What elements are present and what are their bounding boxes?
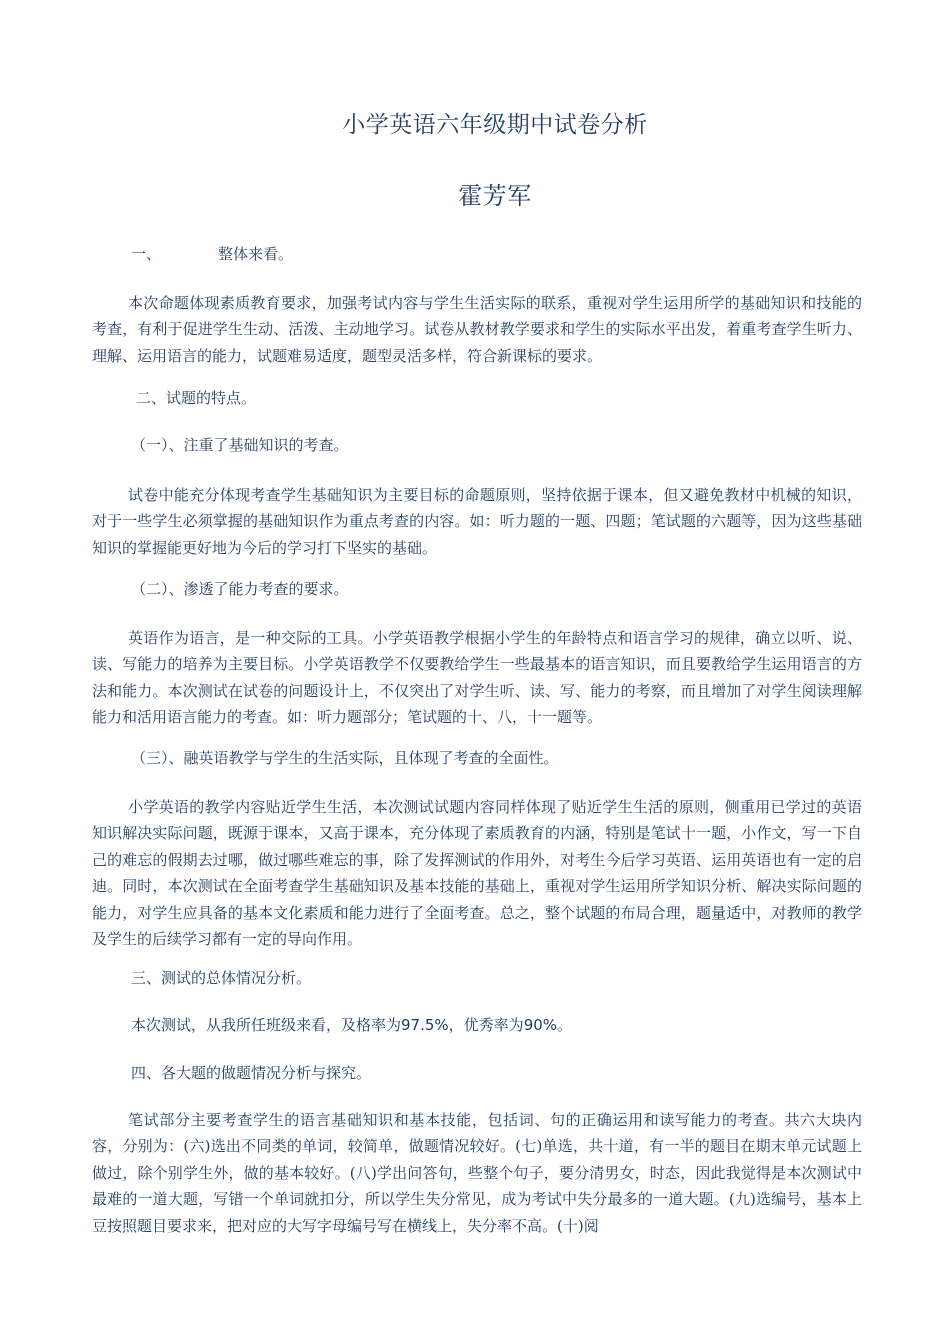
excellent-rate-value: 90% xyxy=(523,1016,558,1034)
pass-rate-value: 97.5% xyxy=(401,1016,449,1034)
section3-stats-line xyxy=(131,1015,572,1035)
section2-sub1-heading: （一）、注重了基础知识的考查。 xyxy=(131,436,349,454)
section2-heading: 二、试题的特点。 xyxy=(136,389,257,407)
section1-heading: 整体来看。 xyxy=(218,245,294,263)
section2-sub3-paragraph: 小学英语的教学内容贴近学生生活，本次测试试题内容同样体现了贴近学生生活的原则，侧重用已学过的英语知识解决实际问题，既源于课本，又高于课本，充分体现了素质教育的内涵，特别是笔试十一题，小作文，写一下自己的难忘的假期去过哪，做过哪些难忘的事，除了发挥测试的作用外，对考生今后学习英语、运用英语也有一定的启迪。同时，本次测试在全面考查学生基础知识及基本技能的基础上，重视对学生运用所学知识分析、解决实际问题的能力，对学生应具备的基本文化素质和能力进行了全面考查。总之，整个试题的布局合理，题量适中，对教师的教学及学生的后续学习都有一定的导向作用。 xyxy=(92,798,862,949)
section4-paragraph: 笔试部分主要考查学生的语言基础知识和基本技能，包括词、句的正确运用和读写能力的考查。共六大块内容，分别为：(六)选出不同类的单词，较简单，做题情况较好。(七)单选，共十道，有一半的题目在期末单元试题上做过，除个别学生外，做的基本较好。(八)学出问答句，些整个句子，要分清男女，时态，因此我觉得是本次测试中最难的一道大题，写错一个单词就扣分，所以学生失分常见，成为考试中失分最多的一道大题。(九)选编号，基本上豆按照题目要求来，把对应的大写字母编号写在横线上，失分率不高。(十)阅 xyxy=(92,1111,862,1235)
section2-sub3-heading: （三）、融英语教学与学生的生活实际，且体现了考查的全面性。 xyxy=(131,749,559,767)
document-author: 霍芳军 xyxy=(458,182,532,210)
section4-heading: 四、各大题的做题情况分析与探究。 xyxy=(131,1064,372,1082)
section3-text-before: 本次测试，从我所任班级来看，及格率为 xyxy=(131,1016,402,1034)
document-title: 小学英语六年级期中试卷分析 xyxy=(342,112,648,138)
section1-paragraph: 本次命题体现素质教育要求，加强考试内容与学生生活实际的联系，重视对学生运用所学的基础知识和技能的考查，有利于促进学生生动、活泼、主动地学习。试卷从教材教学要求和学生的实际水平出发，着重考查学生听力、理解、运用语言的能力，试题难易适度，题型灵活多样，符合新课标的要求。 xyxy=(92,294,862,365)
section3-heading: 三、测试的总体情况分析。 xyxy=(131,969,312,987)
section3-text-middle: ，优秀率为 xyxy=(448,1016,524,1034)
section2-sub2-heading: （二）、渗透了能力考查的要求。 xyxy=(131,580,349,598)
section1-number: 一、 xyxy=(131,245,162,263)
section3-text-after: 。 xyxy=(557,1016,573,1034)
section2-sub1-paragraph: 试卷中能充分体现考查学生基础知识为主要目标的命题原则，坚持依据于课本，但又避免教材中机械的知识，对于一些学生必须掌握的基础知识作为重点考查的内容。如：听力题的一题、四题；笔试题的六题等，因为这些基础知识的掌握能更好地为今后的学习打下坚实的基础。 xyxy=(92,486,862,557)
section2-sub2-paragraph: 英语作为语言，是一种交际的工具。小学英语教学根据小学生的年龄特点和语言学习的规律，确立以听、说、读、写能力的培养为主要目标。小学英语教学不仅要教给学生一些最基本的语言知识，而且要教给学生运用语言的方法和能力。本次测试在试卷的问题设计上，不仅突出了对学生听、读、写、能力的考察，而且增加了对学生阅读理解能力和活用语言能力的考查。如：听力题部分；笔试题的十、八，十一题等。 xyxy=(92,629,862,727)
